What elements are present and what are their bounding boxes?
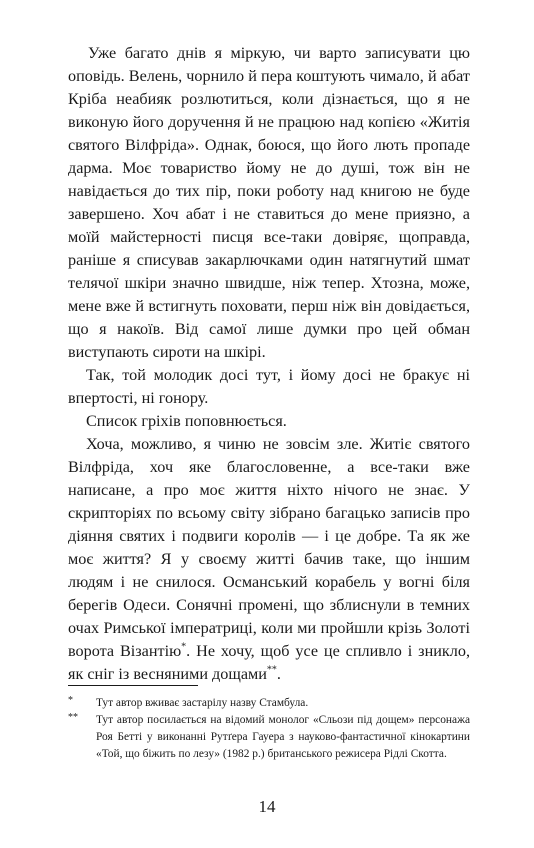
paragraph-text: Хоча, можливо, я чиню не зовсім зле. Житіє святого Вілфріда, хоч яке благословенне, а все-таки вже написане, а про моє життя ніхто нічого не знає. У скрипторіях по всьому світу зібрано багацько записів про діяння святих і подвиги королів — і це добре. Та як же моє життя? Я у своєму житті бачив таке, що іншим людям і не снилося. Османський корабель у вогні біля берегів Одеси. Сонячні промені, що зблиснули в темних очах Римської імператриці, коли ми пройшли крізь Золоті ворота Візантію <box>68 435 470 660</box>
paragraph: Список гріхів поповнюється. <box>86 412 287 430</box>
footnote-text: Тут автор вживає застарілу назву Стамбула. <box>96 697 309 709</box>
footnotes <box>68 695 470 763</box>
main-text <box>68 42 470 686</box>
footnote-ref-1: * <box>181 641 187 653</box>
footnote <box>68 695 470 712</box>
footnote <box>68 712 470 763</box>
paragraph: Уже багато днів я міркую, чи варто записувати цю оповідь. Велень, чорнило й пера коштують чимало, й абат Кріба неабияк розлютиться, коли дізнається, що я не виконую його доручення й не працюю над копією «Житія святого Вілфріда». Однак, боюся, що його лють пропаде дарма. Моє товариство йому не до душі, тож він не навідається до тих пір, поки роботу над книгою не буде завершено. Хоч абат і не ставиться до мене приязно, а моїй майстерності писця все-таки довіряє, щоправда, раніше я списував закарлючками один натягнутий шмат телячої шкіри значно швидше, ніж тепер. Хтозна, може, мене вже й встигнуть поховати, перш ніж він довідається, що я накоїв. Від самої лише думки про цей обман виступають сироти на шкірі. <box>68 44 470 361</box>
footnote-text: Тут автор посилається на відомий монолог «Сльози під дощем» персонажа Роя Бетті у виконанні Рутґера Гауера з науково-фантастичної кінокартини «Той, що біжить по лезу» (1982 р.) британського режисера Рідлі Скотта. <box>96 714 470 760</box>
paragraph-text: . <box>276 665 281 683</box>
footnote-mark: * <box>68 695 73 706</box>
page-number: 14 <box>258 797 276 816</box>
paragraph-text: . Не хочу, щоб усе це спливло і зникло, як сніг із весняними дощами <box>68 642 470 683</box>
footnote-divider <box>68 685 198 686</box>
paragraph-last <box>68 433 470 686</box>
paragraph: Так, той молодик досі тут, і йому досі не бракує ні впертості, ні гонору. <box>68 366 470 407</box>
footnote-mark: ** <box>68 712 78 723</box>
footnote-ref-2: ** <box>266 664 277 676</box>
